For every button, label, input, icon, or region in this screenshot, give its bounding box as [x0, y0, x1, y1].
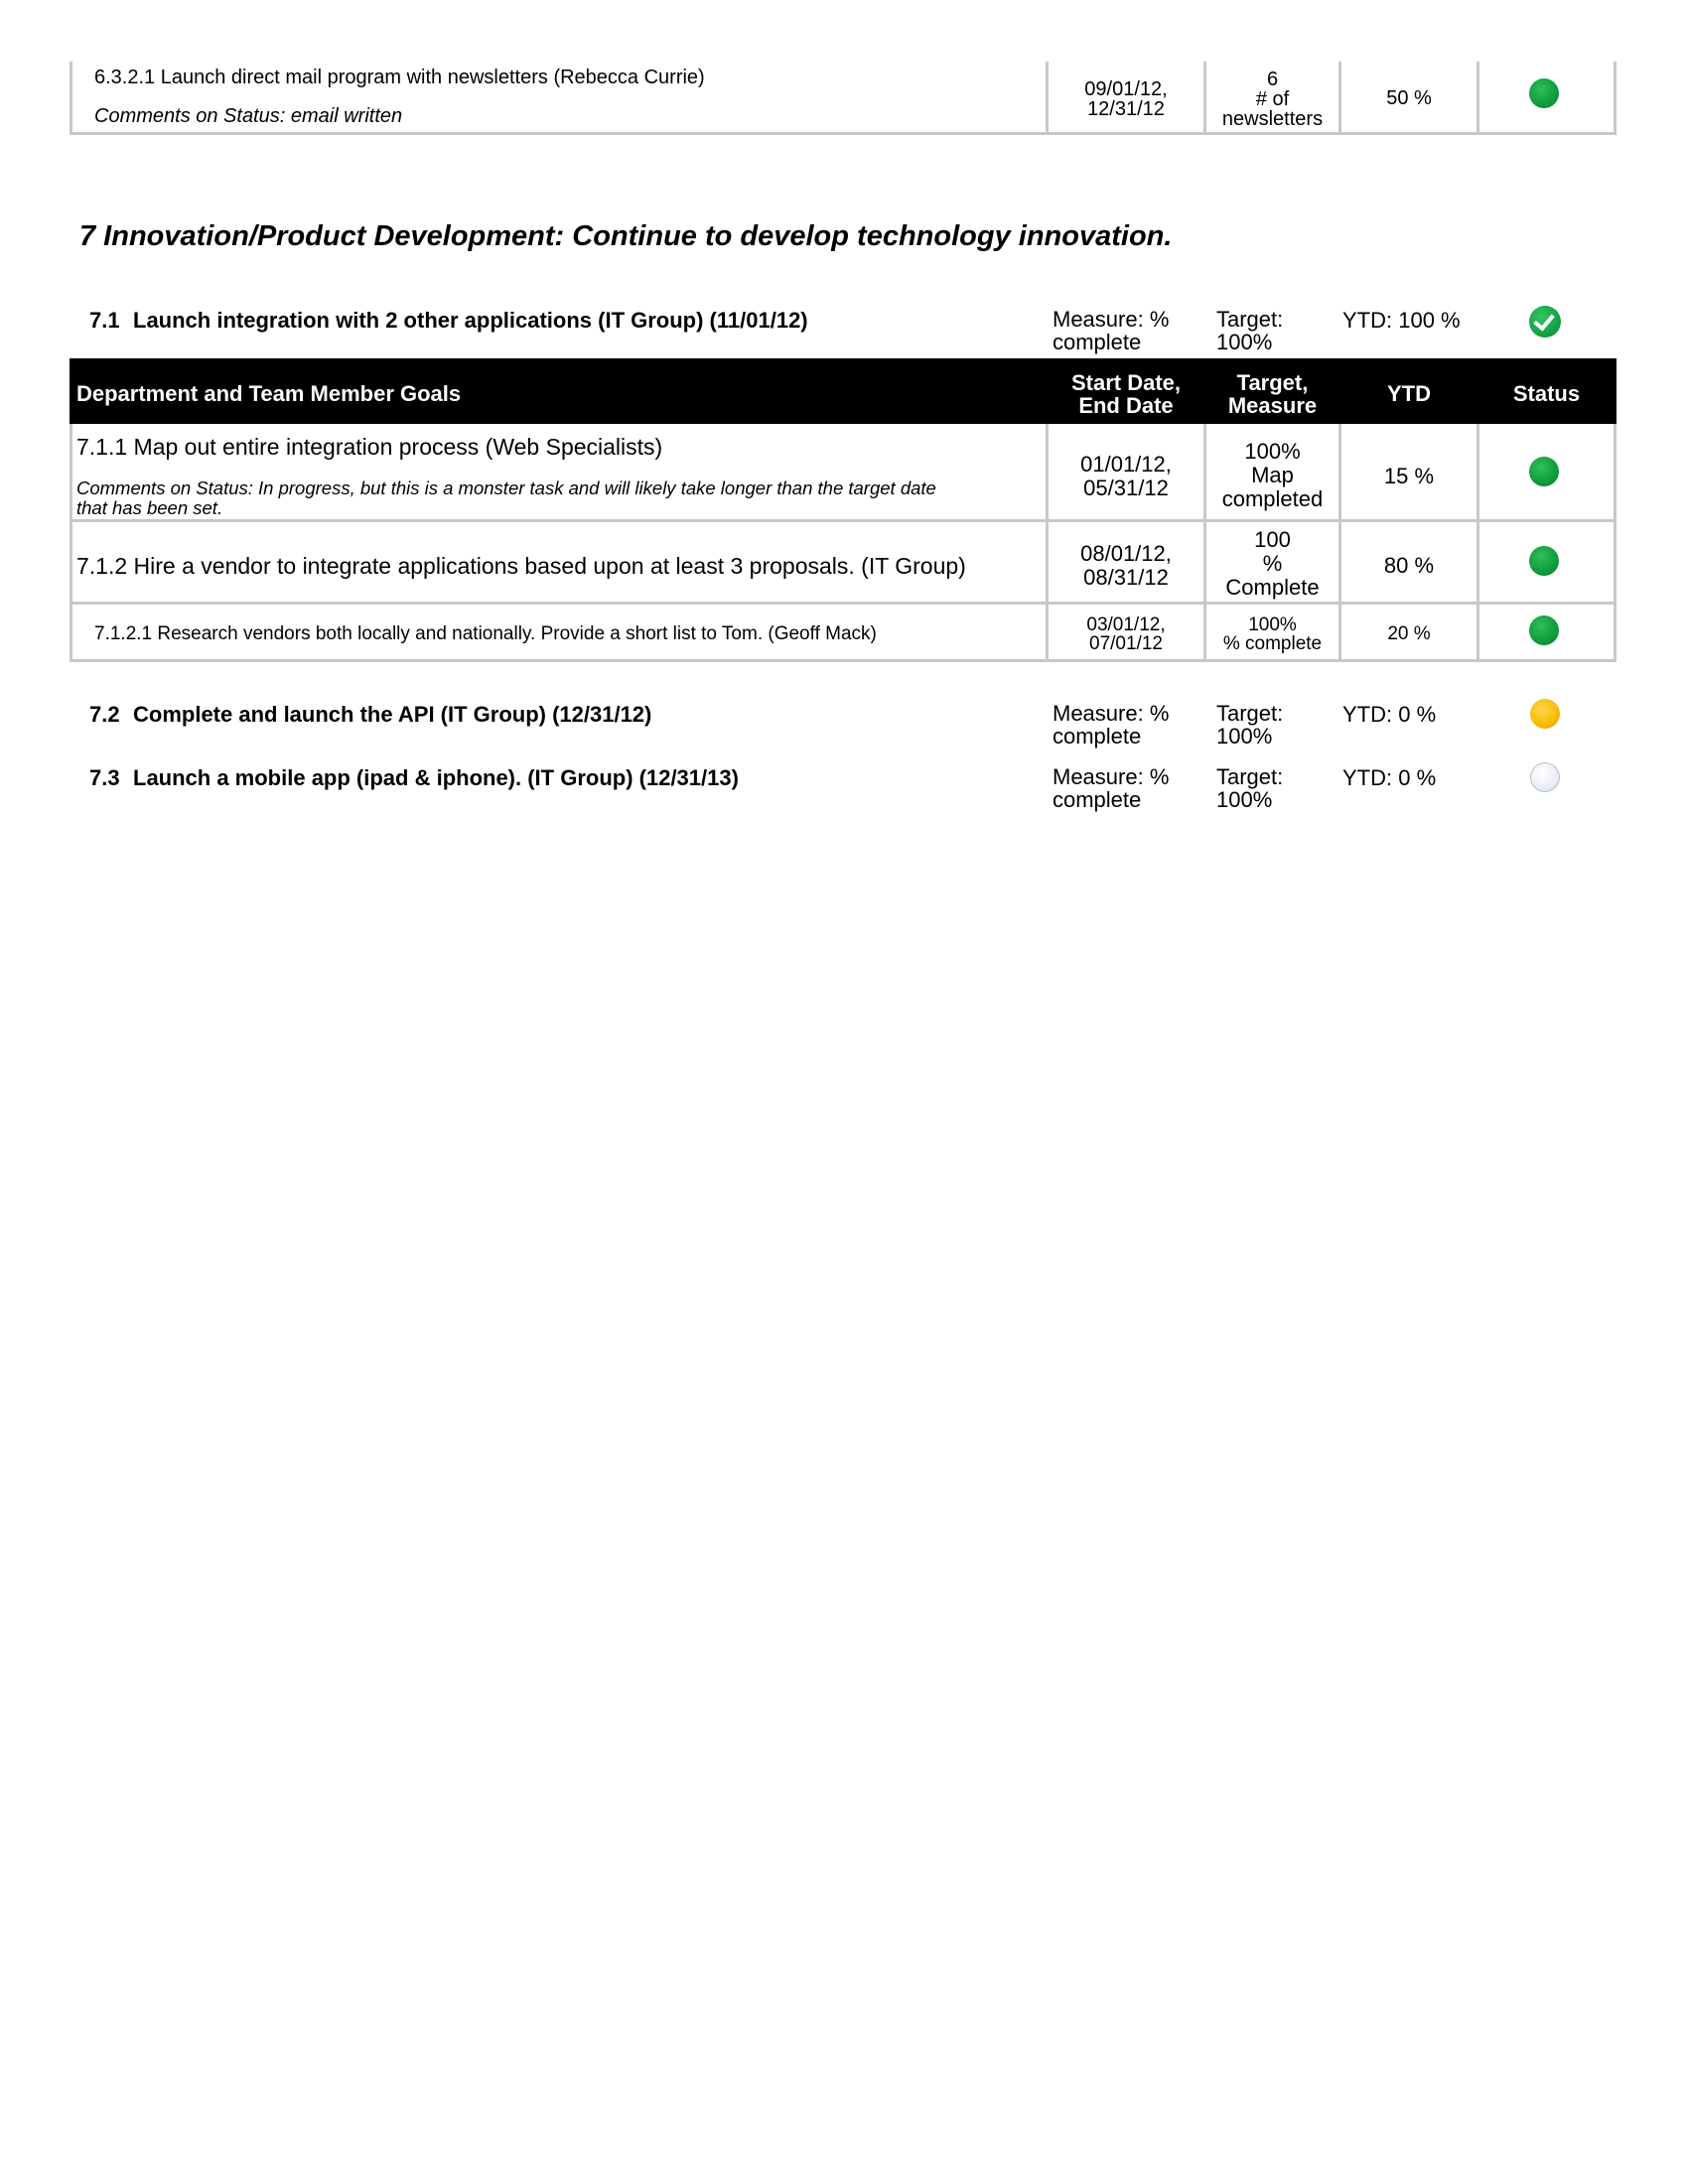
- row-comment: Comments on Status: In progress, but this is a monster task and will likely take longer than the target date that has been set.: [76, 478, 936, 518]
- row-goal: 7.1.2.1 Research vendors both locally and nationally. Provide a short list to Tom. (Geoff Mack): [94, 623, 877, 644]
- row-dates: 03/01/12, 07/01/12: [1086, 614, 1166, 654]
- objective-label: Launch integration with 2 other applications (IT Group) (11/01/12): [133, 308, 808, 333]
- objective-measure: Measure: % complete: [1053, 701, 1170, 749]
- objective-number: 7.2: [89, 702, 120, 727]
- objective-measure: Measure: % complete: [1053, 764, 1170, 812]
- objective-label: Complete and launch the API (IT Group) (12/31/12): [133, 702, 652, 727]
- status-white-icon: [1530, 762, 1560, 792]
- section-title: 7 Innovation/Product Development: Continue to develop technology innovation.: [79, 220, 1173, 252]
- objective-number: 7.3: [89, 765, 120, 790]
- row-goal: 7.1.1 Map out entire integration process (Web Specialists): [76, 434, 663, 460]
- top-row-ytd: 50 %: [1386, 87, 1432, 109]
- header-dates: Start Date, End Date: [1070, 370, 1182, 418]
- header-status: Status: [1512, 381, 1581, 406]
- row-ytd: 15 %: [1383, 464, 1435, 488]
- top-row-comment: Comments on Status: email written: [94, 105, 403, 127]
- objective-ytd: YTD: 100 %: [1342, 308, 1461, 333]
- objective-target: Target: 100%: [1216, 701, 1284, 749]
- status-green-icon: [1529, 546, 1559, 576]
- status-green-icon: [1529, 615, 1559, 645]
- row-ytd: 20 %: [1387, 623, 1431, 644]
- status-green-icon: [1529, 78, 1559, 108]
- row-target: 100% % complete: [1222, 614, 1323, 654]
- row-goal: 7.1.2 Hire a vendor to integrate applications based upon at least 3 proposals. (IT Group): [76, 553, 966, 579]
- top-row-goal: 6.3.2.1 Launch direct mail program with newsletters (Rebecca Currie): [94, 67, 705, 88]
- objective-ytd: YTD: 0 %: [1342, 765, 1437, 790]
- header-ytd: YTD: [1387, 381, 1431, 406]
- top-row-dates: 09/01/12, 12/31/12: [1084, 78, 1168, 120]
- objective-label: Launch a mobile app (ipad & iphone). (IT Group) (12/31/13): [133, 765, 739, 790]
- status-green-icon: [1529, 457, 1559, 486]
- row-ytd: 80 %: [1383, 553, 1435, 578]
- row-dates: 01/01/12, 05/31/12: [1080, 452, 1172, 500]
- status-check-icon: [1529, 306, 1561, 338]
- row-dates: 08/01/12, 08/31/12: [1080, 541, 1172, 590]
- objective-ytd: YTD: 0 %: [1342, 702, 1437, 727]
- header-target: Target, Measure: [1227, 370, 1318, 418]
- row-target: 100% Map completed: [1221, 439, 1324, 511]
- row-target: 100 % Complete: [1225, 527, 1320, 600]
- header-goals: Department and Team Member Goals: [76, 381, 462, 406]
- top-row-target: 6 # of newsletters: [1221, 68, 1324, 130]
- status-yellow-icon: [1530, 699, 1560, 729]
- objective-target: Target: 100%: [1216, 307, 1284, 354]
- objective-measure: Measure: % complete: [1053, 307, 1170, 354]
- objective-number: 7.1: [89, 308, 120, 333]
- objective-target: Target: 100%: [1216, 764, 1284, 812]
